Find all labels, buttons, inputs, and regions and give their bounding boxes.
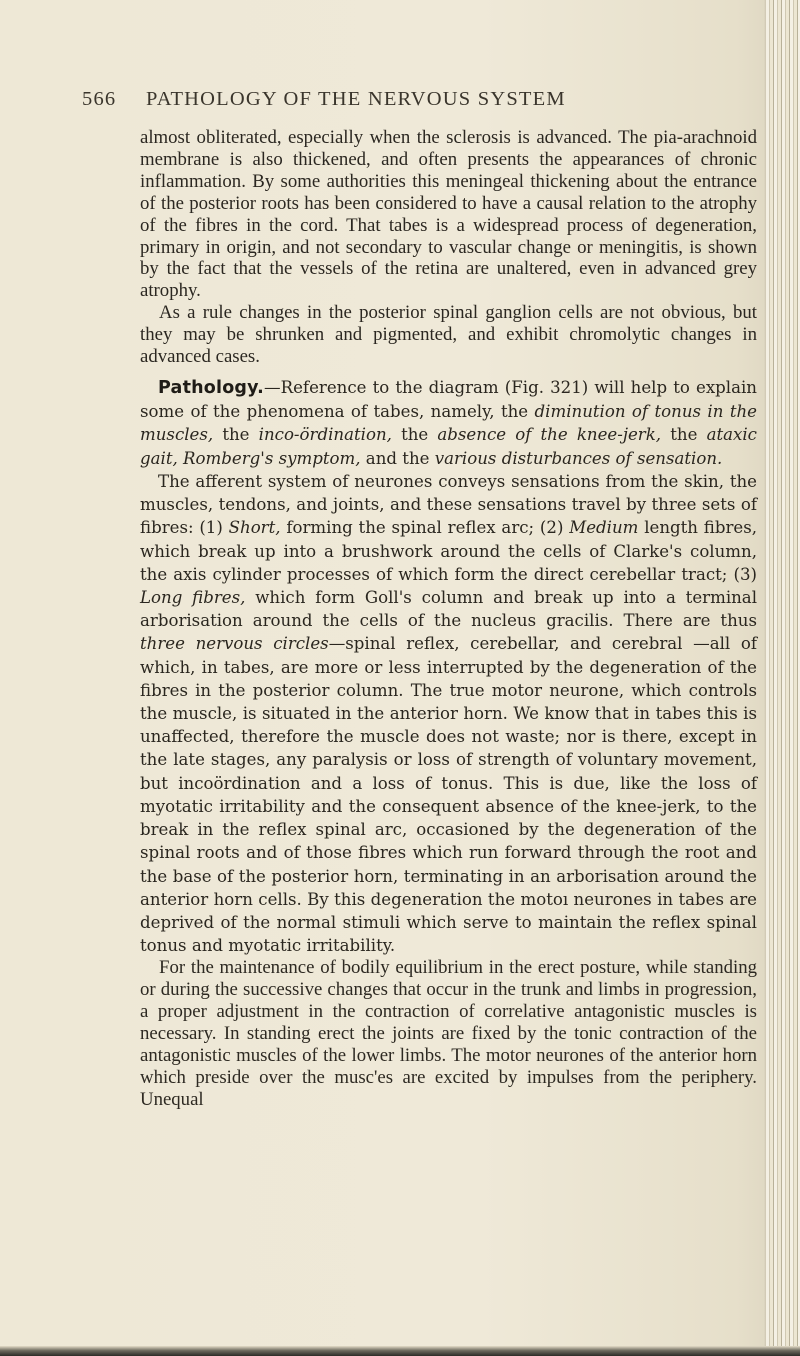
paragraph-equilibrium: For the maintenance of bodily equilibrium in the erect posture, while standing or during the successive changes that occur in the trunk and limbs in progression, a proper adjustment in the contraction of correlative antagonistic muscles is necessary. In standing erect the joints are fixed by the tonic contraction of the antagonistic muscles of the lower limbs. The motor neurones of the anterior horn which preside over the musc'es are excited by impulses from the periphery. Unequal	[140, 957, 757, 1110]
page-number: 566	[82, 88, 117, 110]
paragraph-afferent-system: The afferent system of neurones conveys sensations from the skin, the muscles, tendons, and joints, and these sensations travel by three sets of fibres: (1) Short, forming the spinal reflex arc; (2) Medium length fibres, which break up into a brushwork around the cells of Clarke's column, the axis cylinder processes of which form the direct cerebellar tract; (3) Long fibres, which form Goll's column and break up into a terminal arborisation around the cells of the nucleus gracilis. There are thus three nervous circles—spinal reflex, cerebellar, and cerebral —all of which, in tabes, are more or less interrupted by the degeneration of the fibres in the posterior column. The true motor neurone, which controls the muscle, is situated in the anterior horn. We know that in tabes this is unaffected, therefore the muscle does not waste; nor is there, except in the late stages, any paralysis or loss of strength of voluntary movement, but incoördination and a loss of tonus. This is due, like the loss of myotatic irritability and the consequent absence of the knee-jerk, to the break in the reflex spinal arc, occasioned by the degeneration of the spinal roots and of those fibres which run forward through the root and the base of the posterior horn, terminating in an arborisation around the anterior horn cells. By this degeneration the motoı neurones in tabes are deprived of the normal stimuli which serve to maintain the reflex spinal tonus and myotatic irritability.	[140, 471, 758, 956]
pathology-section	[140, 376, 757, 957]
chapter-title: PATHOLOGY OF THE NERVOUS SYSTEM	[146, 88, 566, 110]
paragraph-pathology: Pathology.—Reference to the diagram (Fig. 321) will help to explain some of the phenomena of tabes, namely, the diminution of tonus in the muscles, the inco-ördination, the absence of the knee-jerk, the ataxic gait, Romberg's symptom, and the various disturbances of sensation.	[140, 377, 757, 468]
bottom-edge	[0, 1346, 800, 1356]
paragraph-ganglion-cells: As a rule changes in the posterior spinal ganglion cells are not obvious, but they may be shrunken and pigmented, and exhibit chromolytic changes in advanced cases.	[140, 302, 757, 368]
section-heading-pathology: Pathology.	[158, 377, 265, 398]
body-text	[140, 127, 757, 1111]
running-head	[82, 88, 786, 111]
book-edge	[766, 0, 800, 1356]
equilibrium-section	[140, 957, 757, 1110]
paragraph-sclerosis: almost obliterated, especially when the sclerosis is advanced. The pia-arachnoid membrane is also thickened, and often presents the appearances of chronic inflammation. By some authorities this meningeal thickening about the entrance of the posterior roots has been considered to have a causal relation to the atrophy of the fibres in the cord. That tabes is a widespread process of degeneration, primary in origin, and not secondary to vascular change or meningitis, is shown by the fact that the vessels of the retina are unaltered, even in advanced grey atrophy.	[140, 127, 757, 302]
